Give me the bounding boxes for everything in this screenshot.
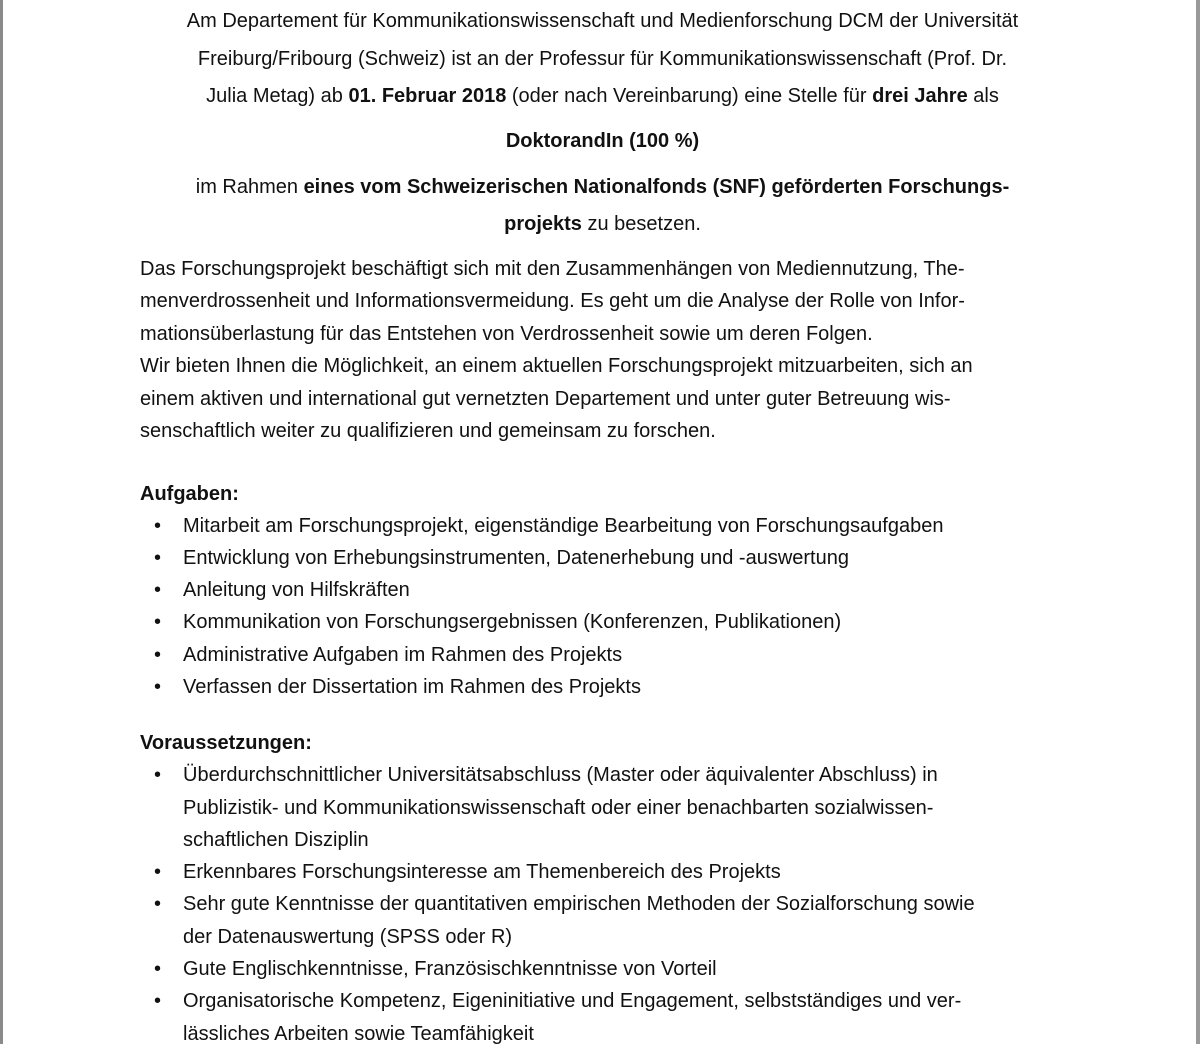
tasks-heading: Aufgaben: <box>140 482 239 505</box>
description-line: senschaftlich weiter zu qualifizieren und gemeinsam zu forschen. <box>140 420 716 442</box>
contract-duration: drei Jahre <box>872 85 968 107</box>
description-line: einem aktiven und international gut vernetzten Departement und unter guter Betreuung wis- <box>140 387 951 410</box>
list-item: • Verfassen der Dissertation im Rahmen des Projekts <box>140 671 1065 703</box>
list-item-line: • Erkennbares Forschungsinteresse am Themenbereich des Projekts <box>183 861 781 884</box>
intro-line-3-start: Julia Metag) ab <box>206 85 349 107</box>
project-funding-1: eines vom Schweizerischen Nationalfonds (SNF) geförderten Forschungs- <box>303 175 1010 198</box>
requirements-heading: Voraussetzungen: <box>140 732 312 755</box>
project-prefix: im Rahmen <box>195 175 304 198</box>
intro-line-3-end: als <box>967 85 999 107</box>
list-item-line: • Überdurchschnittlicher Universitätsabschluss (Master oder äquivalenter Abschluss) in <box>183 764 938 787</box>
description-line: mationsüberlastung für das Entstehen von Verdrossenheit sowie um deren Folgen. <box>140 322 873 345</box>
list-item: • Administrative Aufgaben im Rahmen des Projekts <box>140 639 1065 671</box>
requirements-list <box>140 759 1065 1050</box>
intro-line-3 <box>206 85 999 107</box>
list-item: • Anleitung von Hilfskräften <box>140 574 1065 606</box>
list-item <box>140 759 1065 856</box>
intro-line-2: Freiburg/Fribourg (Schweiz) ist an der Professur für Kommunikationswissenschaft (Prof. Dr. <box>197 47 1008 70</box>
list-item: • Entwicklung von Erhebungsinstrumenten, Datenerhebung und -auswertung <box>140 542 1065 574</box>
list-item <box>140 888 1065 953</box>
description-paragraph <box>140 253 1065 448</box>
intro-line-1: Am Departement für Kommunikationswissenschaft und Medienforschung DCM der Universität <box>186 10 1019 32</box>
tasks-list <box>140 510 1065 704</box>
list-item <box>140 953 1065 985</box>
list-item <box>140 856 1065 888</box>
list-item-line: Publizistik- und Kommunikationswissenschaft oder einer benachbarten sozialwissen- <box>183 796 934 819</box>
start-date: 01. Februar 2018 <box>348 85 507 107</box>
list-item-line: schaftlichen Disziplin <box>183 828 369 851</box>
position-title: DoktorandIn (100 %) <box>505 129 700 152</box>
project-suffix: zu besetzen. <box>581 212 701 235</box>
intro-paragraph <box>140 0 1065 116</box>
intro-line-3-middle: (oder nach Vereinbarung) eine Stelle für <box>506 85 873 107</box>
list-item-line: • Gute Englischkenntnisse, Französischkenntnisse von Vorteil <box>183 958 717 981</box>
list-item-line: • Organisatorische Kompetenz, Eigeninitiative und Engagement, selbstständiges und ver- <box>183 990 962 1013</box>
list-item: • Mitarbeit am Forschungsprojekt, eigenständige Bearbeitung von Forschungsaufgaben <box>140 510 1065 542</box>
page-right-edge <box>1196 0 1200 1044</box>
list-item: • Kommunikation von Forschungsergebnissen (Konferenzen, Publikationen) <box>140 606 1065 638</box>
list-item-line: • Sehr gute Kenntnisse der quantitativen empirischen Methoden der Sozialforschung sowie <box>183 893 975 916</box>
list-item-line: der Datenauswertung (SPSS oder R) <box>183 925 513 948</box>
description-line: menverdrossenheit und Informationsvermeidung. Es geht um die Analyse der Rolle von Infor- <box>140 290 965 312</box>
list-item <box>140 985 1065 1050</box>
project-paragraph <box>140 169 1065 243</box>
list-item-line: lässliches Arbeiten sowie Teamfähigkeit <box>183 1022 534 1045</box>
project-funding-2: projekts <box>504 212 582 235</box>
page-left-edge <box>0 0 3 1044</box>
description-line: Das Forschungsprojekt beschäftigt sich mit den Zusammenhängen von Mediennutzung, The- <box>140 257 965 280</box>
document-page <box>140 0 1065 1050</box>
description-line: Wir bieten Ihnen die Möglichkeit, an einem aktuellen Forschungsprojekt mitzuarbeiten, sich an <box>140 355 973 377</box>
